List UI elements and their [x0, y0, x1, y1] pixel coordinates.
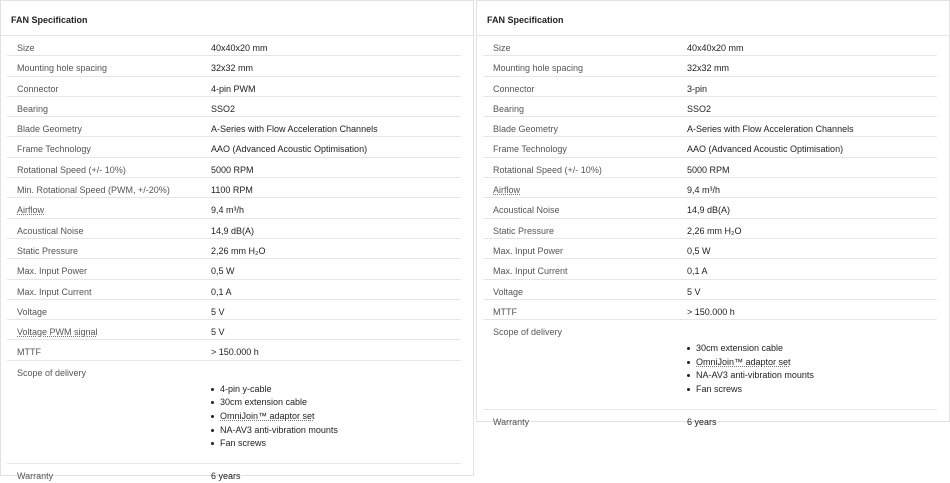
spec-value: 1100 RPM — [211, 185, 253, 196]
spec-label: Max. Input Power — [17, 266, 88, 277]
spec-value: 32x32 mm — [211, 63, 254, 74]
spec-row-size — [483, 36, 937, 56]
spec-row-pressure — [483, 219, 937, 239]
spec-value: 6 years — [687, 416, 717, 427]
spec-table — [477, 36, 949, 429]
spec-label: Static Pressure — [493, 225, 555, 236]
spec-value: 32x32 mm — [687, 63, 730, 74]
spec-row-noise — [7, 219, 461, 239]
bullet-icon — [211, 415, 214, 418]
spec-value: 4-pin PWM — [211, 83, 256, 94]
spec-label: Voltage — [17, 306, 48, 317]
list-item — [687, 356, 950, 370]
spec-label: Max. Input Current — [493, 266, 568, 277]
spec-row-noise — [483, 198, 937, 218]
scope-list — [687, 342, 950, 396]
spec-row-bearing — [7, 97, 461, 117]
spec-row-speed — [7, 158, 461, 178]
spec-value: 6 years — [211, 470, 241, 481]
spec-row-blade — [483, 117, 937, 137]
spec-row-min-speed — [7, 178, 461, 198]
spec-value: A-Series with Flow Acceleration Channels — [211, 124, 378, 135]
spec-value: 14,9 dB(A) — [687, 205, 731, 216]
spec-label: Max. Input Power — [493, 245, 564, 256]
list-item: NA-AV3 anti-vibration mounts — [211, 424, 665, 438]
spec-label: Scope of delivery — [17, 367, 87, 378]
spec-label: Frame Technology — [493, 144, 567, 155]
spec-value: 5 V — [211, 327, 225, 338]
spec-row-voltage — [483, 280, 937, 300]
spec-row-pwm-voltage — [7, 320, 461, 340]
spec-value: 14,9 dB(A) — [211, 225, 255, 236]
bullet-icon — [211, 401, 214, 404]
spec-label: MTTF — [17, 347, 41, 358]
spec-row-scope — [483, 320, 937, 409]
spec-label: Max. Input Current — [17, 286, 92, 297]
spec-label: Voltage — [493, 286, 524, 297]
spec-value: SSO2 — [211, 103, 236, 114]
airflow-link[interactable]: Airflow — [17, 205, 45, 216]
spec-row-mounting — [7, 56, 461, 76]
spec-value: 0,1 A — [687, 266, 708, 277]
spec-value: 2,26 mm H₂O — [211, 245, 266, 256]
spec-value: 9,4 m³/h — [687, 185, 721, 196]
spec-label: Warranty — [493, 416, 530, 427]
spec-label: Static Pressure — [17, 245, 79, 256]
spec-label: Bearing — [17, 103, 49, 114]
spec-value: A-Series with Flow Acceleration Channels — [687, 124, 854, 135]
spec-row-bearing — [483, 97, 937, 117]
spec-value: > 150.000 h — [211, 347, 259, 358]
spec-row-power — [483, 239, 937, 259]
spec-label: Scope of delivery — [493, 327, 563, 338]
spec-table — [1, 36, 473, 483]
spec-row-pressure — [7, 239, 461, 259]
spec-label: Size — [493, 43, 511, 53]
list-item: Fan screws — [211, 437, 665, 451]
bullet-icon — [211, 429, 214, 432]
spec-value: SSO2 — [687, 103, 712, 114]
spec-value: 0,5 W — [687, 245, 711, 256]
spec-label: Connector — [17, 83, 59, 94]
spec-row-voltage — [7, 300, 461, 320]
spec-row-frame — [483, 137, 937, 157]
spec-row-mttf — [483, 300, 937, 320]
spec-label: Acoustical Noise — [493, 205, 560, 216]
spec-row-frame — [7, 137, 461, 157]
omnijoin-link[interactable]: OmniJoin™ adaptor set — [220, 410, 315, 421]
bullet-icon — [687, 361, 690, 364]
spec-row-current — [483, 259, 937, 279]
spec-label: Mounting hole spacing — [17, 63, 108, 74]
spec-row-airflow — [7, 198, 461, 218]
spec-value: AAO (Advanced Acoustic Optimisation) — [687, 144, 844, 155]
left-spec-panel — [0, 0, 474, 481]
spec-label: Connector — [493, 83, 535, 94]
spec-row-size — [7, 36, 461, 56]
spec-row-connector — [7, 77, 461, 97]
bullet-icon — [687, 374, 690, 377]
spec-value: 5 V — [687, 286, 701, 297]
spec-value: > 150.000 h — [687, 306, 735, 317]
spec-row-blade — [7, 117, 461, 137]
spec-value: 3-pin — [687, 83, 708, 94]
spec-row-mounting — [483, 56, 937, 76]
spec-label: Frame Technology — [17, 144, 91, 155]
spec-label: Blade Geometry — [493, 124, 559, 135]
spec-row-mttf — [7, 340, 461, 360]
spec-value: AAO (Advanced Acoustic Optimisation) — [211, 144, 368, 155]
spec-value: 5000 RPM — [211, 164, 254, 175]
spec-label: Rotational Speed (+/- 10%) — [493, 164, 602, 175]
spec-label: Size — [17, 43, 35, 53]
spec-value: 0,5 W — [211, 266, 235, 277]
bullet-icon — [687, 347, 690, 350]
bullet-icon — [211, 388, 214, 391]
list-item: Fan screws — [687, 383, 950, 397]
panel-title: FAN Specification — [477, 1, 949, 36]
spec-value: 5 V — [211, 306, 225, 317]
omnijoin-link[interactable]: OmniJoin™ adaptor set — [696, 356, 791, 367]
spec-row-connector — [483, 77, 937, 97]
spec-label: Acoustical Noise — [17, 225, 84, 236]
voltage-pwm-link[interactable]: Voltage PWM signal — [17, 327, 98, 338]
spec-label: Bearing — [493, 103, 525, 114]
spec-label: Blade Geometry — [17, 124, 83, 135]
spec-value: 0,1 A — [211, 286, 232, 297]
spec-value: 5000 RPM — [687, 164, 730, 175]
list-item: 4-pin y-cable — [211, 383, 665, 397]
spec-label: MTTF — [493, 306, 517, 317]
spec-value: 9,4 m³/h — [211, 205, 245, 216]
spec-row-speed — [483, 158, 937, 178]
airflow-link[interactable]: Airflow — [493, 185, 521, 196]
spec-value: 2,26 mm H₂O — [687, 225, 742, 236]
spec-row-airflow — [483, 178, 937, 198]
spec-value: 40x40x20 mm — [211, 43, 268, 53]
spec-row-current — [7, 280, 461, 300]
bullet-icon — [687, 388, 690, 391]
list-item: 30cm extension cable — [211, 396, 665, 410]
bullet-icon — [211, 442, 214, 445]
spec-label: Warranty — [17, 470, 54, 481]
right-spec-panel — [476, 0, 950, 427]
spec-row-warranty — [483, 410, 937, 429]
list-item: NA-AV3 anti-vibration mounts — [687, 369, 950, 383]
spec-label: Rotational Speed (+/- 10%) — [17, 164, 126, 175]
spec-row-warranty — [7, 464, 461, 483]
list-item: 30cm extension cable — [687, 342, 950, 356]
spec-value: 40x40x20 mm — [687, 43, 744, 53]
spec-row-power — [7, 259, 461, 279]
spec-label: Mounting hole spacing — [493, 63, 584, 74]
panel-title: FAN Specification — [1, 1, 473, 36]
spec-label: Min. Rotational Speed (PWM, +/-20%) — [17, 185, 170, 196]
spec-row-scope — [7, 361, 461, 464]
